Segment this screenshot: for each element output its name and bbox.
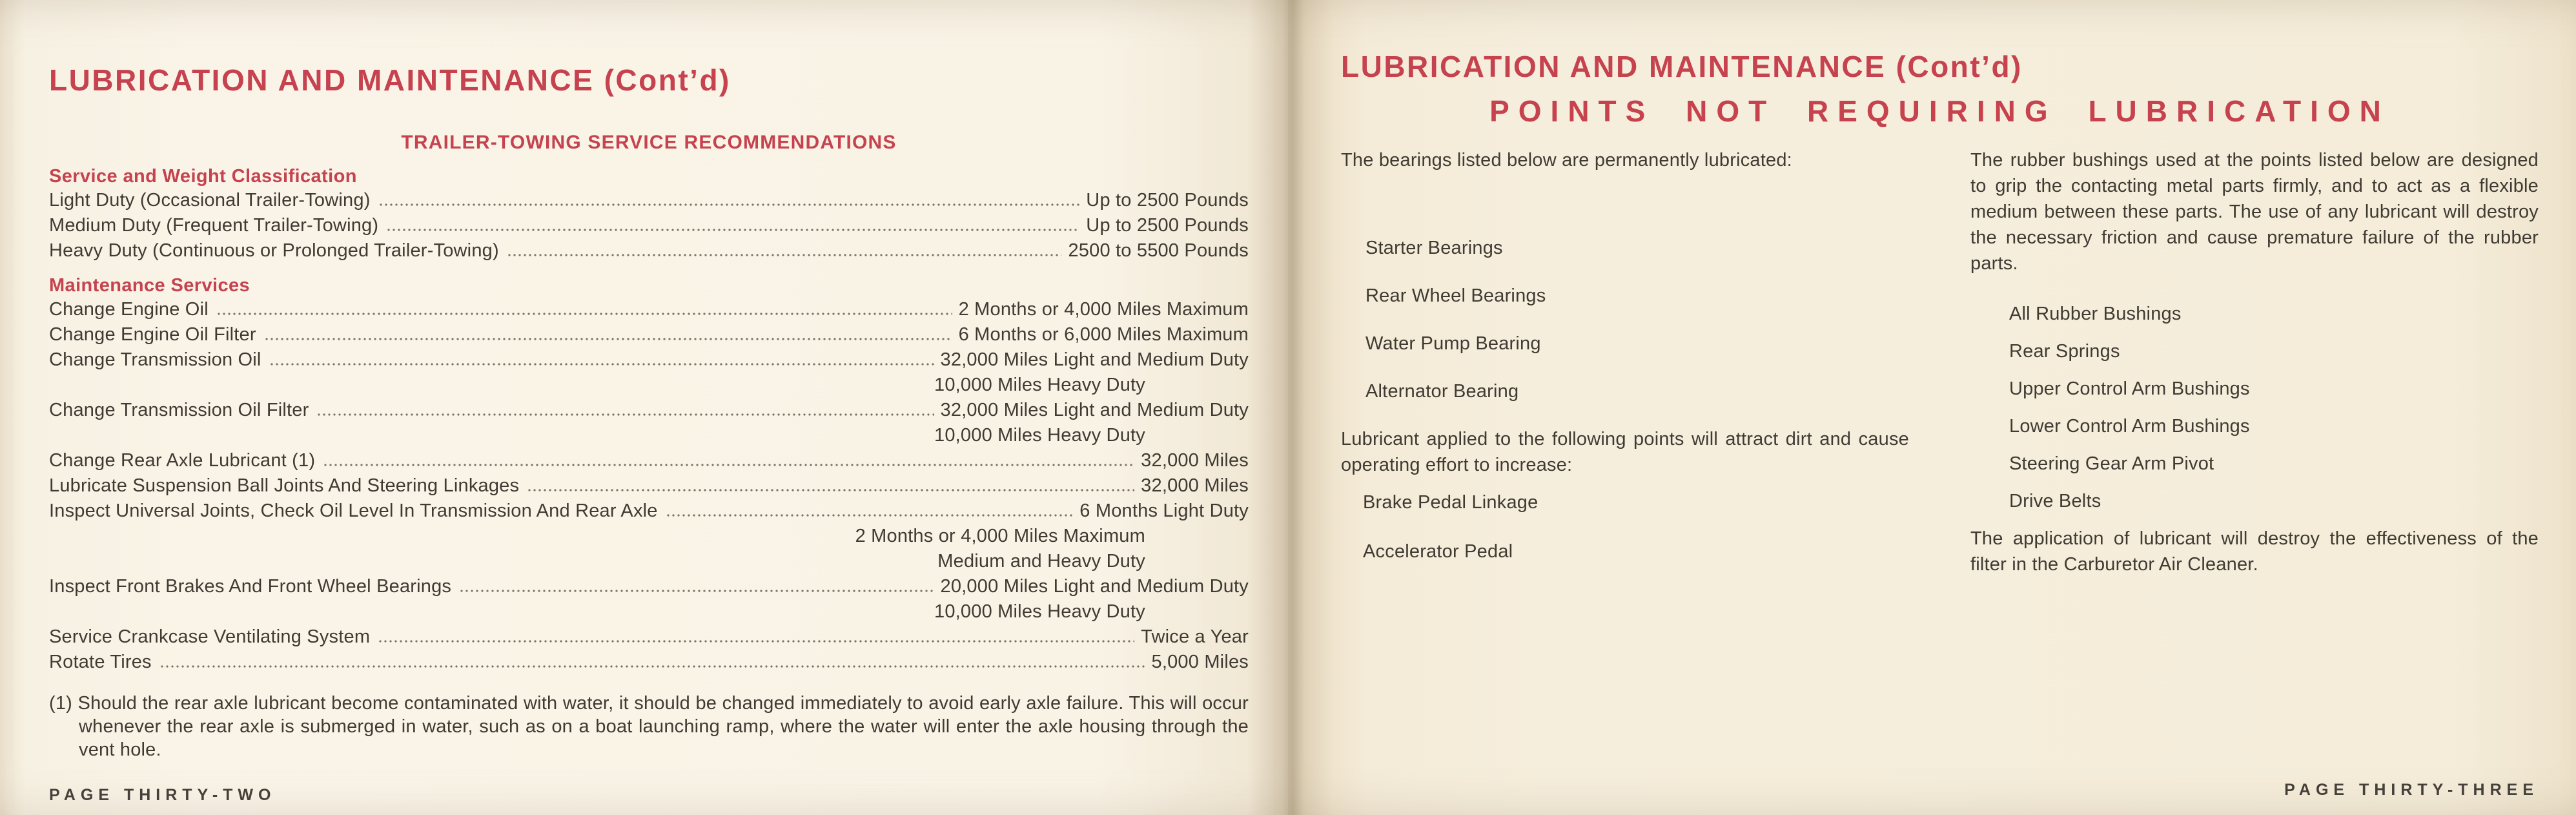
row-label: Heavy Duty (Continuous or Prolonged Trailer-Towing) [49, 240, 499, 261]
maintenance-heading: Maintenance Services [49, 275, 250, 296]
spec-row [49, 398, 1249, 423]
column-right [1970, 147, 2539, 588]
row-value-continuation: Medium and Heavy Duty [937, 551, 1145, 572]
dot-leader [269, 361, 934, 367]
bushings-list [1970, 301, 2539, 514]
row-label: Change Rear Axle Lubricant (1) [49, 450, 316, 471]
row-value: 32,000 Miles [1141, 475, 1249, 496]
page-thirty-three [1288, 0, 2576, 815]
row-label: Change Engine Oil Filter [49, 324, 256, 345]
list-item: Starter Bearings [1365, 238, 1503, 258]
row-value-continuation: 2 Months or 4,000 Miles Maximum [855, 526, 1145, 546]
row-label: Service Crankcase Ventilating System [49, 626, 371, 647]
row-value: 32,000 Miles [1141, 450, 1249, 471]
permanently-lubricated-intro: The bearings listed below are permanently lubricated: [1341, 150, 1792, 170]
spec-row-continuation [49, 524, 1249, 549]
spec-row [49, 188, 1249, 213]
row-value: 32,000 Miles Light and Medium Duty [940, 349, 1249, 370]
maintenance-rows [49, 297, 1249, 675]
row-label: Change Transmission Oil Filter [49, 400, 309, 420]
row-label: Inspect Universal Joints, Check Oil Level In Transmission And Rear Axle [49, 500, 658, 521]
row-label: Light Duty (Occasional Trailer-Towing) [49, 190, 371, 211]
list-item: Rear Springs [2009, 341, 2120, 362]
page-number-right: PAGE THIRTY-THREE [2284, 781, 2539, 799]
row-label: Inspect Front Brakes And Front Wheel Bearings [49, 576, 452, 597]
trailer-towing-subtitle: TRAILER-TOWING SERVICE RECOMMENDATIONS [401, 132, 897, 153]
dot-leader [386, 227, 1079, 233]
page-number-left: PAGE THIRTY-TWO [49, 786, 276, 804]
dot-leader [459, 588, 934, 594]
list-item: Alternator Bearing [1365, 381, 1519, 402]
spec-row [49, 322, 1249, 347]
row-value: Up to 2500 Pounds [1086, 215, 1249, 236]
spec-row [49, 473, 1249, 499]
dot-leader [264, 336, 952, 342]
row-label: Change Engine Oil [49, 299, 209, 320]
list-item: Steering Gear Arm Pivot [2009, 453, 2214, 474]
rear-axle-footnote: (1) Should the rear axle lubricant become contaminated with water, it should be changed immediately to avoid early axle failure. This will occur whenever the rear axle is submerged in water, such as on a boat launching ramp, where the water will enter the axle housing through the vent hole. [49, 693, 1249, 760]
classification-rows [49, 188, 1249, 263]
spec-row-continuation [49, 373, 1249, 398]
row-value-continuation: 10,000 Miles Heavy Duty [934, 375, 1145, 395]
spec-row [49, 499, 1249, 524]
row-value: 20,000 Miles Light and Medium Duty [940, 576, 1249, 597]
dot-leader [527, 487, 1134, 493]
spec-row-continuation [49, 599, 1249, 624]
row-value: 32,000 Miles Light and Medium Duty [940, 400, 1249, 420]
spec-row [49, 448, 1249, 473]
spec-row [49, 650, 1249, 675]
pedal-list [1341, 490, 1909, 564]
list-item: Accelerator Pedal [1363, 541, 1513, 562]
spec-row-continuation [49, 549, 1249, 574]
column-left [1341, 147, 1909, 588]
spec-row [49, 297, 1249, 322]
spec-row [49, 347, 1249, 373]
row-value: 2500 to 5500 Pounds [1068, 240, 1249, 261]
spec-row [49, 213, 1249, 238]
row-value: 2 Months or 4,000 Miles Maximum [958, 299, 1249, 320]
row-label: Medium Duty (Frequent Trailer-Towing) [49, 215, 379, 236]
row-label: Lubricate Suspension Ball Joints And Steering Linkages [49, 475, 520, 496]
row-value: 5,000 Miles [1151, 652, 1249, 672]
dot-leader [666, 512, 1074, 519]
two-column-body [1341, 147, 2539, 588]
list-item: Drive Belts [2009, 491, 2101, 511]
list-item: Water Pump Bearing [1365, 333, 1541, 354]
row-value: Twice a Year [1141, 626, 1249, 647]
attract-dirt-intro: Lubricant applied to the following points will attract dirt and cause operating effort to increase: [1341, 429, 1909, 475]
bearings-list [1341, 235, 1909, 404]
dot-leader [378, 201, 1080, 208]
row-value: Up to 2500 Pounds [1086, 190, 1249, 211]
dot-leader [216, 311, 952, 317]
row-value-continuation: 10,000 Miles Heavy Duty [934, 425, 1145, 446]
list-item: All Rubber Bushings [2009, 304, 2182, 324]
page-title-right: LUBRICATION AND MAINTENANCE (Cont’d) [1341, 50, 2023, 83]
row-value: 6 Months Light Duty [1079, 500, 1249, 521]
spec-row [49, 574, 1249, 599]
air-cleaner-note: The application of lubricant will destroy the effectiveness of the filter in the Carburetor Air Cleaner. [1970, 528, 2539, 575]
dot-leader [507, 252, 1062, 258]
dot-leader [316, 411, 934, 418]
points-not-requiring-subtitle: POINTS NOT REQUIRING LUBRICATION [1489, 94, 2390, 128]
page-title-left: LUBRICATION AND MAINTENANCE (Cont’d) [49, 63, 731, 97]
row-value: 6 Months or 6,000 Miles Maximum [958, 324, 1249, 345]
list-item: Brake Pedal Linkage [1363, 492, 1538, 513]
spec-row [49, 238, 1249, 263]
list-item: Upper Control Arm Bushings [2009, 378, 2250, 399]
classification-heading: Service and Weight Classification [49, 166, 357, 187]
list-item: Lower Control Arm Bushings [2009, 416, 2250, 437]
dot-leader [323, 462, 1134, 468]
row-label: Change Transmission Oil [49, 349, 261, 370]
rubber-bushings-intro: The rubber bushings used at the points listed below are designed to grip the contacting metal parts firmly, and to act as a flexible medium between these parts. The use of any lubricant will destroy the necessary friction and cause premature failure of the rubber parts. [1970, 150, 2539, 274]
dot-leader [378, 638, 1134, 645]
list-item: Rear Wheel Bearings [1365, 285, 1546, 306]
row-value-continuation: 10,000 Miles Heavy Duty [934, 601, 1145, 622]
dot-leader [159, 663, 1145, 670]
row-label: Rotate Tires [49, 652, 152, 672]
spec-row-continuation [49, 423, 1249, 448]
spec-row [49, 624, 1249, 650]
